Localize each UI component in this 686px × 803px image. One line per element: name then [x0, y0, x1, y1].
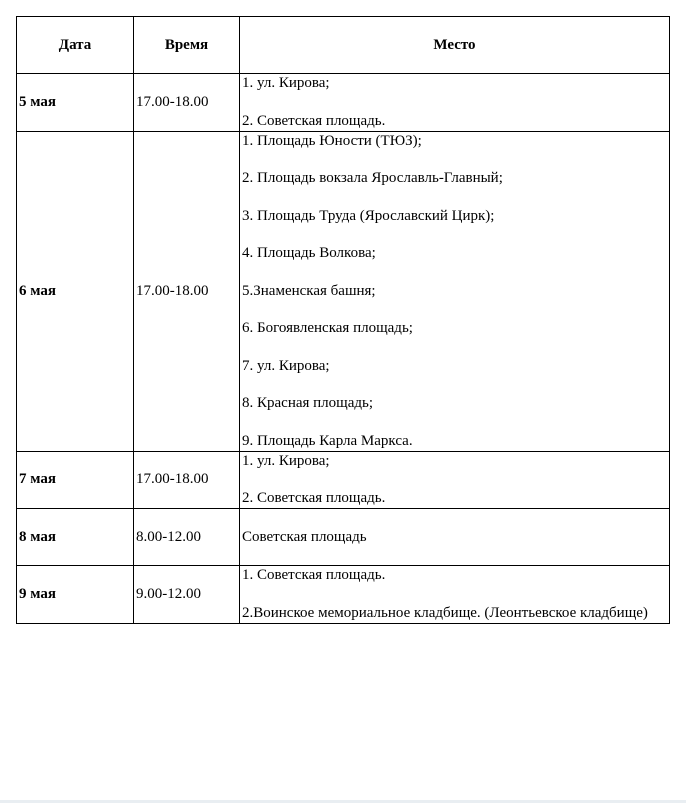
table-row — [17, 509, 670, 566]
table-row — [17, 131, 670, 451]
place-cell — [240, 131, 670, 451]
time-cell: 17.00-18.00 — [134, 74, 240, 132]
date-cell: 9 мая — [17, 566, 134, 624]
place-item: 2. Советская площадь. — [242, 112, 386, 129]
time-cell: 17.00-18.00 — [134, 131, 240, 451]
place-item: 1. Площадь Юности (ТЮЗ); — [242, 132, 422, 149]
date-cell: 7 мая — [17, 451, 134, 509]
table-row — [17, 451, 670, 509]
place-item: 7. ул. Кирова; — [242, 357, 330, 374]
place-cell — [240, 509, 670, 566]
place-item: 4. Площадь Волкова; — [242, 245, 376, 261]
place-item: 9. Площадь Карла Маркса. — [242, 432, 413, 449]
place-cell — [240, 451, 670, 509]
header-row — [17, 17, 670, 74]
date-cell: 5 мая — [17, 74, 134, 132]
place-item: 2.Воинское мемориальное кладбище. (Леонтьевское кладбище) — [242, 604, 648, 621]
table-row — [17, 566, 670, 624]
time-cell: 17.00-18.00 — [134, 451, 240, 509]
place-item: 8. Красная площадь; — [242, 395, 374, 411]
header-date: Дата — [17, 17, 134, 74]
place-item: 1. ул. Кирова; — [242, 452, 330, 469]
table-row — [17, 74, 670, 132]
place-item: 6. Богоявленская площадь; — [242, 320, 413, 336]
schedule-table — [16, 16, 670, 624]
place-item: 2. Советская площадь. — [242, 490, 386, 506]
date-cell: 8 мая — [17, 509, 134, 566]
place-item: 2. Площадь вокзала Ярославль-Главный; — [242, 170, 503, 186]
header-place: Место — [240, 17, 670, 74]
time-cell: 8.00-12.00 — [134, 509, 240, 566]
time-cell: 9.00-12.00 — [134, 566, 240, 624]
place-cell — [240, 74, 670, 132]
place-item: 5.Знаменская башня; — [242, 282, 376, 299]
place-cell — [240, 566, 670, 624]
place-item: Советская площадь — [242, 528, 367, 545]
place-item: 1. ул. Кирова; — [242, 75, 330, 91]
header-time: Время — [134, 17, 240, 74]
date-cell: 6 мая — [17, 131, 134, 451]
place-item: 3. Площадь Труда (Ярославский Цирк); — [242, 207, 495, 224]
place-item: 1. Советская площадь. — [242, 567, 386, 583]
